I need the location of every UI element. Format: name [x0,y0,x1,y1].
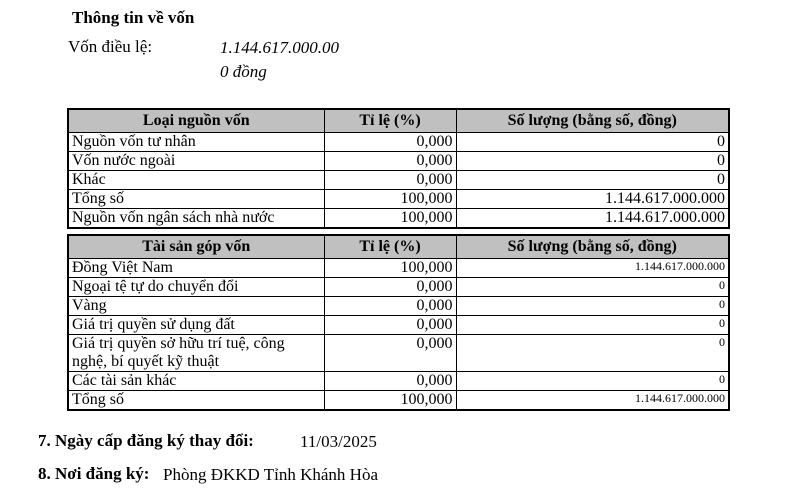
cell-ratio: 0,000 [324,315,456,334]
table-row [68,170,729,189]
cell-label: Nguồn vốn ngân sách nhà nước [68,208,324,228]
cell-ratio: 100,000 [324,258,456,277]
capital-source-table-body [68,132,729,228]
table-row [68,390,729,410]
table-row [68,208,729,228]
cell-amount: 0 [456,170,729,189]
column-header-amount: Số lượng (bằng số, đồng) [456,235,729,258]
cell-label: Khác [68,170,324,189]
asset-table-body [68,258,729,410]
table-row [68,315,729,334]
page-title: Thông tin về vốn [72,8,195,27]
cell-ratio: 0,000 [324,132,456,151]
column-header-asset-type: Tài sản góp vốn [68,235,324,258]
column-header-amount: Số lượng (bằng số, đồng) [456,109,729,132]
cell-amount: 1.144.617.000.000 [456,189,729,208]
cell-amount: 0 [456,296,729,315]
registration-change-date-line [38,431,758,453]
table-row [68,151,729,170]
cell-amount: 1.144.617.000.000 [456,208,729,228]
table-row [68,189,729,208]
table-row [68,132,729,151]
charter-capital-value-line1: 1.144.617.000.00 [220,38,339,57]
cell-ratio: 0,000 [324,277,456,296]
cell-ratio: 0,000 [324,334,456,371]
column-header-capital-source-type: Loại nguồn vốn [68,109,324,132]
cell-label: Các tài sản khác [68,371,324,390]
cell-ratio: 0,000 [324,151,456,170]
cell-amount: 0 [456,334,729,371]
cell-label: Giá trị quyền sử dụng đất [68,315,324,334]
cell-ratio: 0,000 [324,170,456,189]
cell-ratio: 100,000 [324,390,456,410]
registration-change-date-value: 11/03/2025 [300,432,377,451]
asset-table-header-row [68,235,729,258]
table-row [68,334,729,371]
cell-amount: 1.144.617.000.000 [456,390,729,410]
cell-amount: 0 [456,315,729,334]
registration-change-date-label: 7. Ngày cấp đăng ký thay đổi: [38,431,254,450]
column-header-ratio: Tỉ lệ (%) [324,235,456,258]
registration-place-label: 8. Nơi đăng ký: [38,464,150,483]
table-row [68,371,729,390]
registration-place-line [38,464,758,486]
cell-label: Vàng [68,296,324,315]
registration-place-value: Phòng ĐKKD Tỉnh Khánh Hòa [163,465,379,484]
cell-label: Đồng Việt Nam [68,258,324,277]
cell-label: Ngoại tệ tự do chuyển đổi [68,277,324,296]
cell-label: Tổng số [68,390,324,410]
cell-label: Nguồn vốn tư nhân [68,132,324,151]
cell-amount: 0 [456,277,729,296]
capital-source-table [67,108,730,229]
cell-amount: 0 [456,151,729,170]
cell-ratio: 0,000 [324,296,456,315]
cell-label: Tổng số [68,189,324,208]
charter-capital-value-line2: 0 đồng [220,62,267,81]
table-row [68,277,729,296]
column-header-ratio: Tỉ lệ (%) [324,109,456,132]
cell-amount: 1.144.617.000.000 [456,258,729,277]
cell-amount: 0 [456,132,729,151]
cell-amount: 0 [456,371,729,390]
cell-label: Giá trị quyền sở hữu trí tuệ, công nghệ, bí quyết kỹ thuật [68,334,324,371]
cell-ratio: 100,000 [324,208,456,228]
cell-label: Vốn nước ngoài [68,151,324,170]
charter-capital-value [220,36,339,84]
table-row [68,296,729,315]
cell-ratio: 0,000 [324,371,456,390]
capital-source-table-header-row [68,109,729,132]
asset-contribution-table [67,234,730,411]
charter-capital-label: Vốn điều lệ: [68,37,153,56]
table-row [68,258,729,277]
cell-ratio: 100,000 [324,189,456,208]
